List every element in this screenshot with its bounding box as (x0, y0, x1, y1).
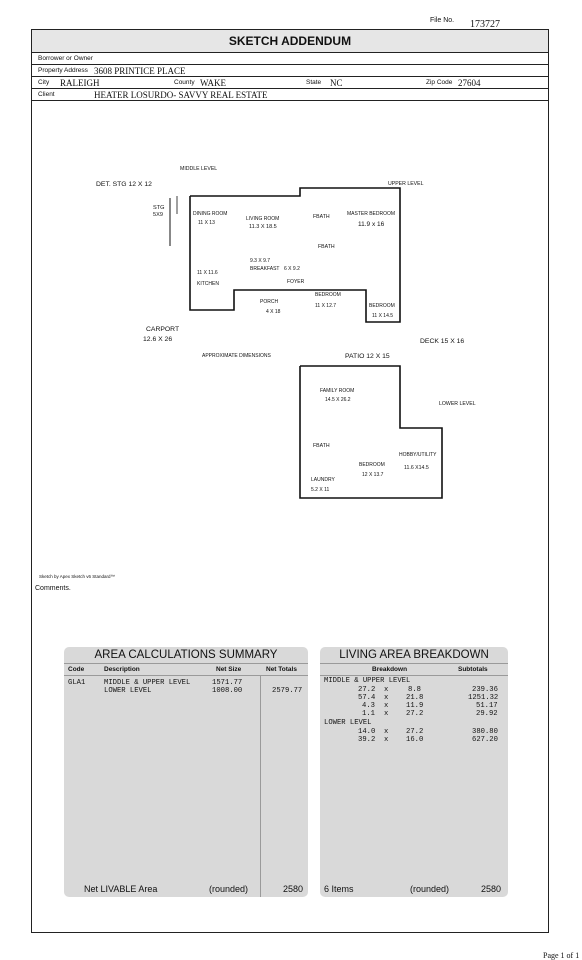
breakdown-a: 1.1 (362, 710, 375, 718)
label-middle-level: MIDDLE LEVEL (180, 166, 218, 172)
breakdown-subtotal: 29.92 (476, 710, 498, 718)
breakdown-rounded-label: (rounded) (410, 884, 450, 894)
area-summary-header (64, 664, 308, 676)
breakdown-x: x (384, 728, 389, 736)
label-dining: DINING ROOM (193, 211, 228, 217)
col-description: Description (104, 666, 140, 673)
label-bedroom-1-dim: 11 X 12.7 (315, 303, 337, 309)
breakdown-a: 27.2 (358, 686, 376, 694)
col-subtotals: Subtotals (458, 666, 488, 673)
breakdown-x: x (384, 736, 389, 744)
col-net-totals: Net Totals (266, 666, 297, 673)
label-foyer: FOYER (287, 279, 305, 285)
state-label: State (306, 79, 322, 86)
comments-label: Comments. (35, 585, 71, 592)
label-det-stg: DET. STG 12 X 12 (96, 181, 152, 188)
state-value: NC (330, 78, 343, 88)
breakdown-group-title: LOWER LEVEL (324, 719, 372, 727)
net-livable-label: Net LIVABLE Area (84, 884, 158, 894)
label-bedroom-3-dim: 12 X 13.7 (362, 472, 384, 478)
label-bedroom-1: BEDROOM (315, 292, 341, 298)
file-no-label: File No. (430, 17, 455, 24)
label-breakfast: BREAKFAST (250, 266, 280, 272)
label-bedroom-2: BEDROOM (369, 303, 395, 309)
label-living-dim: 11.3 X 18.5 (249, 224, 277, 230)
breakdown-a: 57.4 (358, 694, 376, 702)
table-row-desc: LOWER LEVEL (104, 687, 152, 695)
breakdown-b: 27.2 (406, 728, 424, 736)
label-family: FAMILY ROOM (320, 388, 355, 394)
property-value: 3608 PRINTICE PLACE (94, 66, 186, 76)
breakdown-a: 4.3 (362, 702, 375, 710)
table-row-net: 1008.00 (212, 687, 243, 695)
label-approx: APPROXIMATE DIMENSIONS (202, 353, 271, 359)
client-value: HEATER LOSURDO- SAVVY REAL ESTATE (94, 90, 268, 100)
label-bedroom-2-dim: 11 X 14.5 (372, 313, 394, 319)
breakdown-subtotal: 239.36 (472, 686, 498, 694)
label-porch-dim: 4 X 18 (266, 309, 281, 315)
label-family-dim: 14.5 X 26.2 (325, 397, 351, 403)
property-label: Property Address (38, 67, 88, 74)
label-fbath-2: FBATH (318, 244, 335, 250)
label-deck: DECK 15 X 16 (420, 338, 465, 345)
county-label: County (174, 79, 195, 86)
label-stg-dim: 5X9 (153, 212, 163, 218)
label-stg: STG (153, 205, 165, 211)
breakdown-x: x (384, 686, 389, 694)
label-laundry-dim: 5.2 X 11 (311, 487, 330, 493)
label-lower-level: LOWER LEVEL (439, 401, 476, 407)
zip-label: Zip Code (426, 79, 453, 86)
net-livable-value: 2580 (283, 884, 304, 894)
breakdown-x: x (384, 710, 389, 718)
breakdown-a: 39.2 (358, 736, 376, 744)
area-rounded-label: (rounded) (209, 884, 249, 894)
label-dining-dim: 11 X 13 (198, 220, 215, 226)
page-number: Page 1 of 1 (543, 951, 580, 960)
zip-value: 27604 (458, 78, 481, 88)
breakdown-items-count: 6 Items (324, 884, 354, 894)
breakdown-header (320, 664, 508, 676)
label-kitchen: KITCHEN (197, 281, 219, 287)
page-title: SKETCH ADDENDUM (32, 30, 548, 53)
breakdown-b: 21.8 (406, 694, 424, 702)
col-code: Code (68, 666, 85, 673)
borrower-label: Borrower or Owner (38, 55, 93, 62)
label-laundry: LAUNDRY (311, 477, 335, 483)
client-label: Client (38, 91, 55, 98)
breakdown-a: 14.0 (358, 728, 376, 736)
label-hobby-dim: 11.6 X14.5 (404, 465, 429, 471)
city-value: RALEIGH (60, 78, 100, 88)
breakdown-b: 11.9 (406, 702, 424, 710)
label-bedroom-3: BEDROOM (359, 462, 385, 468)
label-porch: PORCH (260, 299, 279, 305)
area-summary-divider (260, 676, 261, 897)
table-row-code: GLA1 (68, 679, 86, 687)
label-upper-level: UPPER LEVEL (388, 181, 424, 187)
file-no-value: 173727 (468, 19, 546, 31)
table-row-net: 1571.77 (212, 679, 243, 687)
county-value: WAKE (200, 78, 226, 88)
label-hobby: HOBBY/UTILITY (399, 452, 437, 458)
label-living: LIVING ROOM (246, 216, 280, 222)
breakdown-x: x (384, 694, 389, 702)
label-master: MASTER BEDROOM (347, 211, 396, 217)
col-net-size: Net Size (216, 666, 242, 673)
breakdown-b: 16.0 (406, 736, 424, 744)
breakdown-title: LIVING AREA BREAKDOWN (320, 647, 508, 664)
label-master-dim: 11.9 x 16 (358, 221, 385, 228)
breakdown-total-value: 2580 (481, 884, 502, 894)
area-calculations-panel (64, 647, 308, 897)
label-foyer-dim: 6 X 9.2 (284, 266, 300, 272)
area-summary-title: AREA CALCULATIONS SUMMARY (64, 647, 308, 664)
living-area-breakdown-panel (320, 647, 508, 897)
sketch-credit: Sketch by Apex Sketch v6 Standard™ (39, 574, 116, 579)
label-carport-dim: 12.6 X 26 (143, 336, 173, 343)
breakdown-subtotal: 1251.32 (468, 694, 499, 702)
breakdown-subtotal: 51.17 (476, 702, 498, 710)
label-fbath-1: FBATH (313, 214, 330, 220)
col-breakdown: Breakdown (372, 666, 408, 673)
label-breakfast-dim: 9.3 X 9.7 (250, 258, 271, 264)
breakdown-b: 8.8 (408, 686, 421, 694)
label-patio: PATIO 12 X 15 (345, 353, 390, 360)
breakdown-subtotal: 627.20 (472, 736, 498, 744)
label-carport: CARPORT (146, 326, 180, 333)
breakdown-subtotal: 380.80 (472, 728, 498, 736)
breakdown-x: x (384, 702, 389, 710)
label-fbath-3: FBATH (313, 443, 330, 449)
label-kitchen-dim: 11 X 11.6 (197, 270, 218, 276)
city-label: City (38, 79, 50, 86)
breakdown-b: 27.2 (406, 710, 424, 718)
upper-floor-outline (190, 188, 400, 322)
breakdown-group-title: MIDDLE & UPPER LEVEL (324, 677, 411, 685)
table-row-desc: MIDDLE & UPPER LEVEL (104, 679, 191, 687)
table-row-total: 2579.77 (272, 687, 303, 695)
